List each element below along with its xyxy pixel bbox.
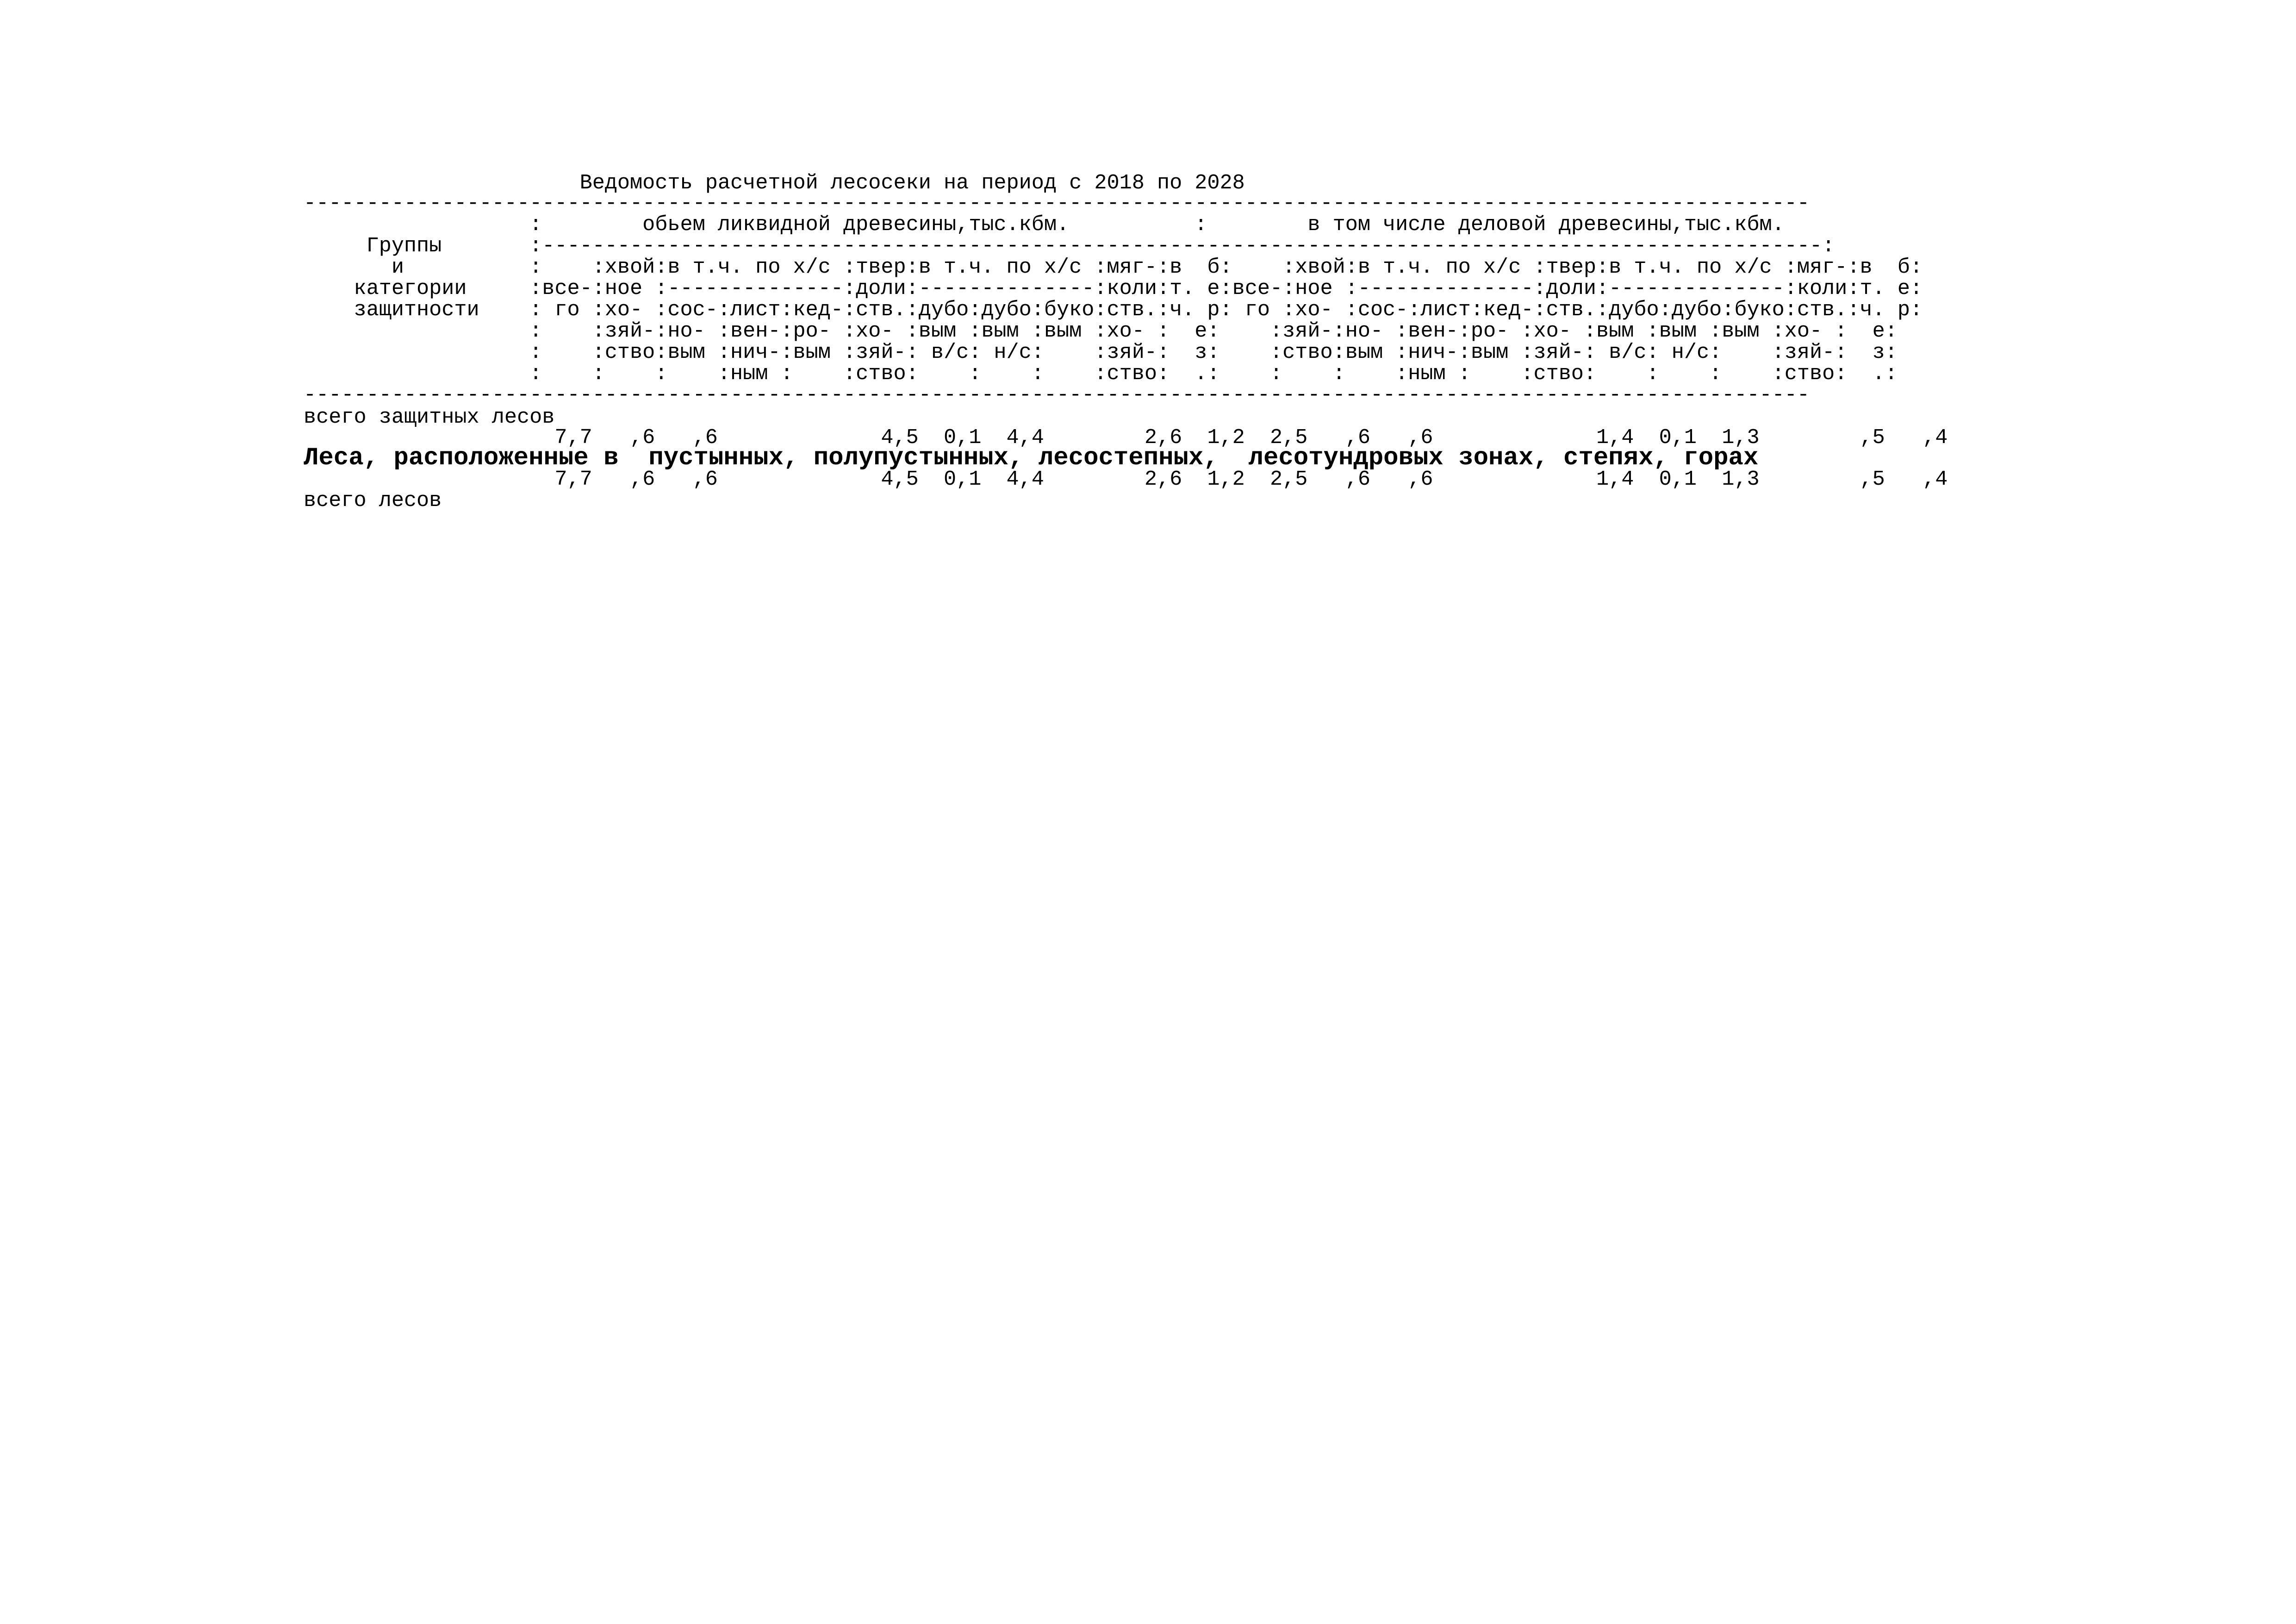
header-line: : : : :ным : :ство: : : :ство: .: : : :ным : :ство: : : :ство: .: — [304, 362, 1898, 386]
row-label-protective-total: всего защитных лесов — [304, 405, 555, 429]
table-header — [304, 214, 1923, 384]
row-values-desert-steppe-forests: 7,7 ,6 ,6 4,5 0,1 4,4 2,6 1,2 2,5 ,6 ,6 1,4 0,1 1,3 ,5 ,4 — [304, 467, 1948, 491]
row-values-protective-total: 7,7 ,6 ,6 4,5 0,1 4,4 2,6 1,2 2,5 ,6 ,6 1,4 0,1 1,3 ,5 ,4 — [304, 425, 1948, 450]
document-title: Ведомость расчетной лесосеки на период с 2018 по 2028 — [304, 171, 1245, 195]
header-line: и : :хвой:в т.ч. по х/с :твер:в т.ч. по х/с :мяг-:в б: :хвой:в т.ч. по х/с :твер:в т.ч. по х/с :мяг-:в б: — [304, 255, 1923, 279]
row-label-all-forests: всего лесов — [304, 488, 442, 512]
top-rule: ------------------------------------------------------------------------------------------------------------------------ — [304, 191, 1810, 215]
header-line: защитности : го :хо- :сос-:лист:кед-:ств.:дубо:дубо:буко:ств.:ч. р: го :хо- :сос-:лист:кед-:ств.:дубо:дубо:буко:ств.:ч. р: — [304, 298, 1923, 322]
header-line: Группы :------------------------------------------------------------------------------------------------------: — [304, 234, 1835, 258]
header-line: категории :все-:ное :--------------:доли:--------------:коли:т. е:все-:ное :--------------:доли:--------------:коли:т. е: — [304, 276, 1923, 300]
row-label-desert-steppe-forests: Леса, расположенные в пустынных, полупустынных, лесостепных, лесотундровых зонах, степях, горах — [304, 444, 1759, 472]
header-line: : :ство:вым :нич-:вым :зяй-: в/с: н/с: :зяй-: з: :ство:вым :нич-:вым :зяй-: в/с: н/с: :зяй-: з: — [304, 340, 1898, 364]
header-line: : обьем ликвидной древесины,тыс.кбм. : в том числе деловой древесины,тыс.кбм. — [304, 212, 1785, 237]
header-bottom-rule: ------------------------------------------------------------------------------------------------------------------------ — [304, 383, 1810, 407]
header-line: : :зяй-:но- :вен-:ро- :хо- :вым :вым :вым :хо- : е: :зяй-:но- :вен-:ро- :хо- :вым :вым :вым :хо- : е: — [304, 319, 1898, 343]
